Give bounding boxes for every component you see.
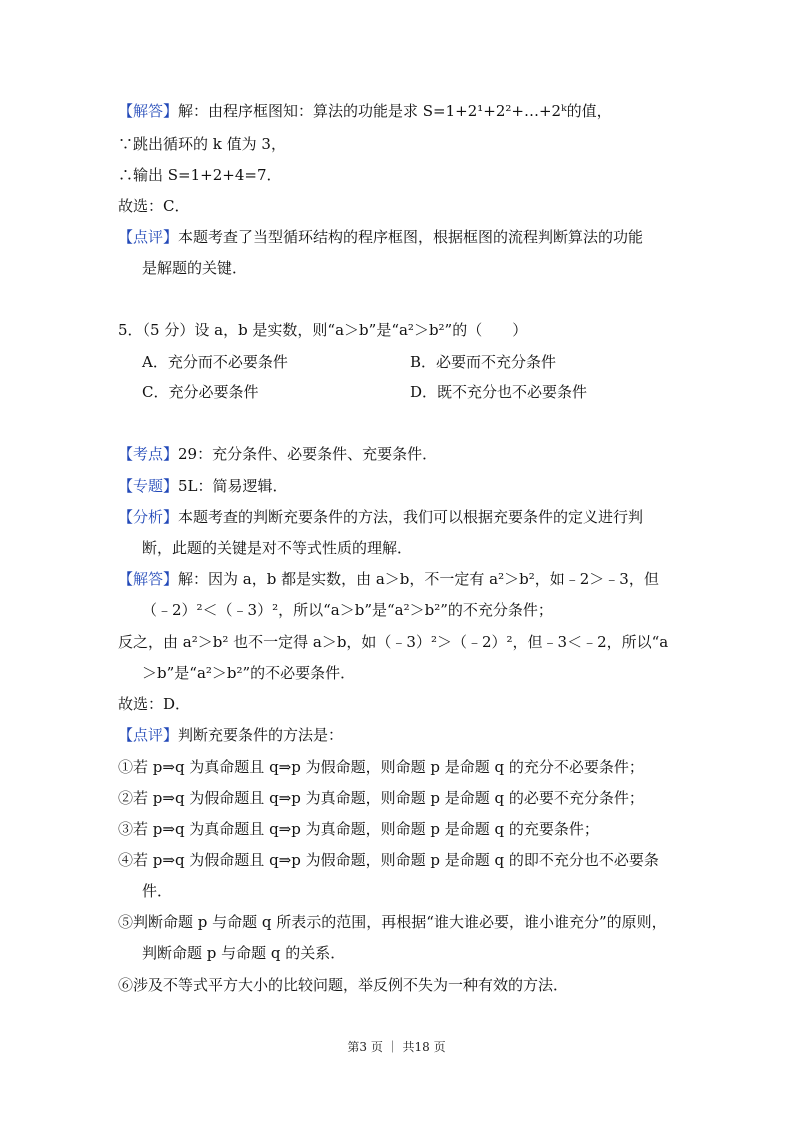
q4-because-line: ∵跳出循环的 k 值为 3， xyxy=(118,135,286,153)
q5-solution-line xyxy=(118,569,659,589)
q5-question: 5．（5 分）设 a，b 是实数，则“a＞b”是“a²＞b²”的（ ） xyxy=(118,321,528,339)
q5-option-b: B．必要而不充分条件 xyxy=(410,353,557,371)
q5-answer: 故选：D． xyxy=(118,695,191,713)
q5-option-a: A．充分而不必要条件 xyxy=(142,353,288,371)
method-point-5-continuation: 判断命题 p 与命题 q 的关系． xyxy=(142,944,346,962)
q5-comment-line xyxy=(118,725,343,745)
solution-tag: 【解答】 xyxy=(118,570,179,588)
q4-solution-line xyxy=(118,101,612,121)
q5-option-d: D．既不充分也不必要条件 xyxy=(410,383,588,401)
comment-text: 判断充要条件的方法是： xyxy=(178,726,344,744)
method-point-1: ①若 p⇒q 为真命题且 q⇒p 为假命题，则命题 p 是命题 q 的充分不必要条件； xyxy=(118,758,644,776)
q5-kaodian-line xyxy=(118,444,437,464)
zhuanti-tag: 【专题】 xyxy=(118,477,179,495)
q5-converse-continuation: ＞b”是“a²＞b²”的不必要条件． xyxy=(142,664,356,682)
q4-therefore-line: ∴输出 S=1+2+4=7． xyxy=(118,166,282,184)
method-point-6: ⑥涉及不等式平方大小的比较问题，举反例不失为一种有效的方法． xyxy=(118,976,569,994)
method-point-5: ⑤判断命题 p 与命题 q 所表示的范围，再根据“谁大谁必要，谁小谁充分”的原则， xyxy=(118,913,667,931)
solution-text: 解：因为 a，b 都是实数，由 a＞b，不一定有 a²＞b²，如﹣2＞﹣3，但 xyxy=(178,570,659,588)
method-point-4: ④若 p⇒q 为假命题且 q⇒p 为假命题，则命题 p 是命题 q 的即不充分也不必要条 xyxy=(118,851,659,869)
q4-answer: 故选：C． xyxy=(118,197,190,215)
q5-zhuanti-line xyxy=(118,476,288,496)
zhuanti-text: 5L：简易逻辑． xyxy=(178,477,288,495)
kaodian-text: 29：充分条件、必要条件、充要条件． xyxy=(178,445,438,463)
analysis-text: 本题考查的判断充要条件的方法，我们可以根据充要条件的定义进行判 xyxy=(178,508,644,526)
q5-analysis-line xyxy=(118,507,643,527)
q4-comment-line xyxy=(118,227,643,247)
q5-analysis-continuation: 断，此题的关键是对不等式性质的理解． xyxy=(142,539,413,557)
comment-tag: 【点评】 xyxy=(118,726,179,744)
solution-tag: 【解答】 xyxy=(118,102,179,120)
q5-option-c: C．充分必要条件 xyxy=(142,383,259,401)
method-point-3: ③若 p⇒q 为真命题且 q⇒p 为真命题，则命题 p 是命题 q 的充要条件； xyxy=(118,820,599,838)
q4-comment-continuation: 是解题的关键． xyxy=(142,259,248,277)
solution-text: 解：由程序框图知：算法的功能是求 S=1+2¹+2²+…+2ᵏ的值， xyxy=(178,102,612,120)
method-point-2: ②若 p⇒q 为假命题且 q⇒p 为真命题，则命题 p 是命题 q 的必要不充分条件； xyxy=(118,789,644,807)
page-footer: 第3 页 ｜ 共18 页 xyxy=(347,1040,446,1054)
comment-text: 本题考查了当型循环结构的程序框图，根据框图的流程判断算法的功能 xyxy=(178,228,644,246)
analysis-tag: 【分析】 xyxy=(118,508,179,526)
q5-converse-line: 反之，由 a²＞b² 也不一定得 a＞b，如（﹣3）²＞（﹣2）²，但﹣3＜﹣2，所以“a xyxy=(118,633,669,651)
q5-solution-continuation: （﹣2）²＜（﹣3）²，所以“a＞b”是“a²＞b²”的不充分条件； xyxy=(142,601,553,619)
method-point-4-continuation: 件． xyxy=(142,882,173,900)
kaodian-tag: 【考点】 xyxy=(118,445,179,463)
comment-tag: 【点评】 xyxy=(118,228,179,246)
